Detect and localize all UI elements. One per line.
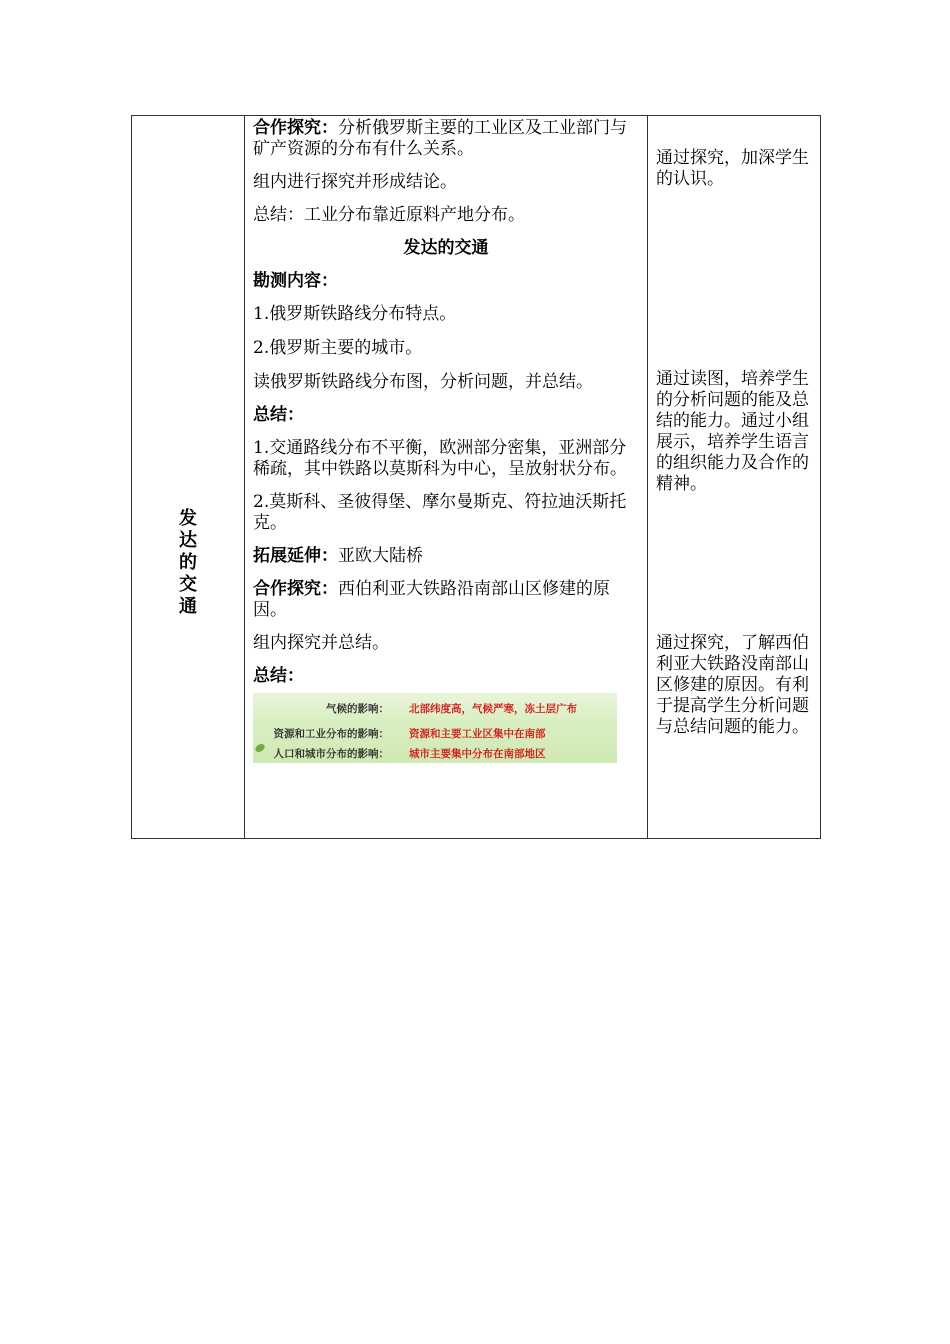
purpose-text-1: 通过探究，加深学生的认识。 — [656, 148, 809, 189]
read-paragraph: 读俄罗斯铁路线分布图，分析问题，并总结。 — [253, 372, 593, 392]
survey-item-1: 1.俄罗斯铁路线分布特点。 — [253, 304, 457, 324]
purpose-text-2: 通过读图，培养学生的分析问题的能及总结的能力。通过小组展示，培养学生语言的组织能力及合作的精神。 — [656, 369, 809, 494]
section-title-char: 发 — [179, 508, 197, 529]
summary-row-label: 资源和工业分布的影响： — [273, 728, 389, 740]
summary-row-label: 气候的影响： — [326, 703, 389, 715]
section-title-char: 达 — [179, 530, 197, 551]
summary-row-value: 资源和主要工业区集中在南部 — [409, 728, 546, 740]
conclusion-paragraph: 总结：工业分布靠近原料产地分布。 — [253, 205, 525, 225]
summary-label-2: 总结： — [253, 666, 304, 686]
content-cell — [245, 116, 648, 839]
purpose-cell — [648, 116, 821, 839]
section-title-char: 通 — [179, 596, 197, 617]
summary-row — [253, 744, 617, 762]
summary-item-2: 2.莫斯科、圣彼得堡、摩尔曼斯克、符拉迪沃斯托克。 — [253, 492, 627, 533]
summary-row-label: 人口和城市分布的影响： — [273, 748, 389, 760]
survey-label: 勘测内容： — [253, 271, 338, 291]
section-title-char: 的 — [179, 552, 197, 573]
section-title — [132, 508, 244, 618]
content-heading: 发达的交通 — [403, 238, 489, 258]
summary-label: 总结： — [253, 405, 304, 425]
extend-paragraph: 拓展延伸：亚欧大陆桥 — [253, 546, 423, 566]
summary-item-1: 1.交通路线分布不平衡，欧洲部分密集，亚洲部分稀疏，其中铁路以莫斯科为中心，呈放射状分布。 — [253, 438, 627, 479]
table-row — [132, 116, 821, 839]
coop-text: 分析俄罗斯主要的工业区及工业部门与矿产资源的分布有什么关系。 — [253, 118, 627, 159]
lesson-plan-table — [131, 115, 821, 839]
section-cell — [132, 116, 245, 839]
group-paragraph-2: 组内探究并总结。 — [253, 633, 389, 653]
survey-item-2: 2.俄罗斯主要的城市。 — [253, 338, 423, 358]
summary-row-value: 城市主要集中分布在南部地区 — [409, 748, 546, 760]
summary-row — [253, 724, 617, 742]
coop-label: 合作探究： — [253, 118, 338, 138]
purpose-text-3: 通过探究，了解西伯利亚大铁路没南部山区修建的原因。有利于提高学生分析问题与总结问题的能力。 — [656, 633, 809, 737]
group-paragraph: 组内进行探究并形成结论。 — [253, 172, 457, 192]
coop-paragraph-2: 合作探究：西伯利亚大铁路沿南部山区修建的原因。 — [253, 579, 610, 620]
summary-figure — [253, 693, 617, 763]
summary-row — [253, 699, 617, 717]
section-title-char: 交 — [179, 574, 197, 595]
coop-paragraph-1 — [253, 118, 639, 160]
summary-row-value: 北部纬度高，气候严寒，冻土层广布 — [409, 703, 577, 715]
